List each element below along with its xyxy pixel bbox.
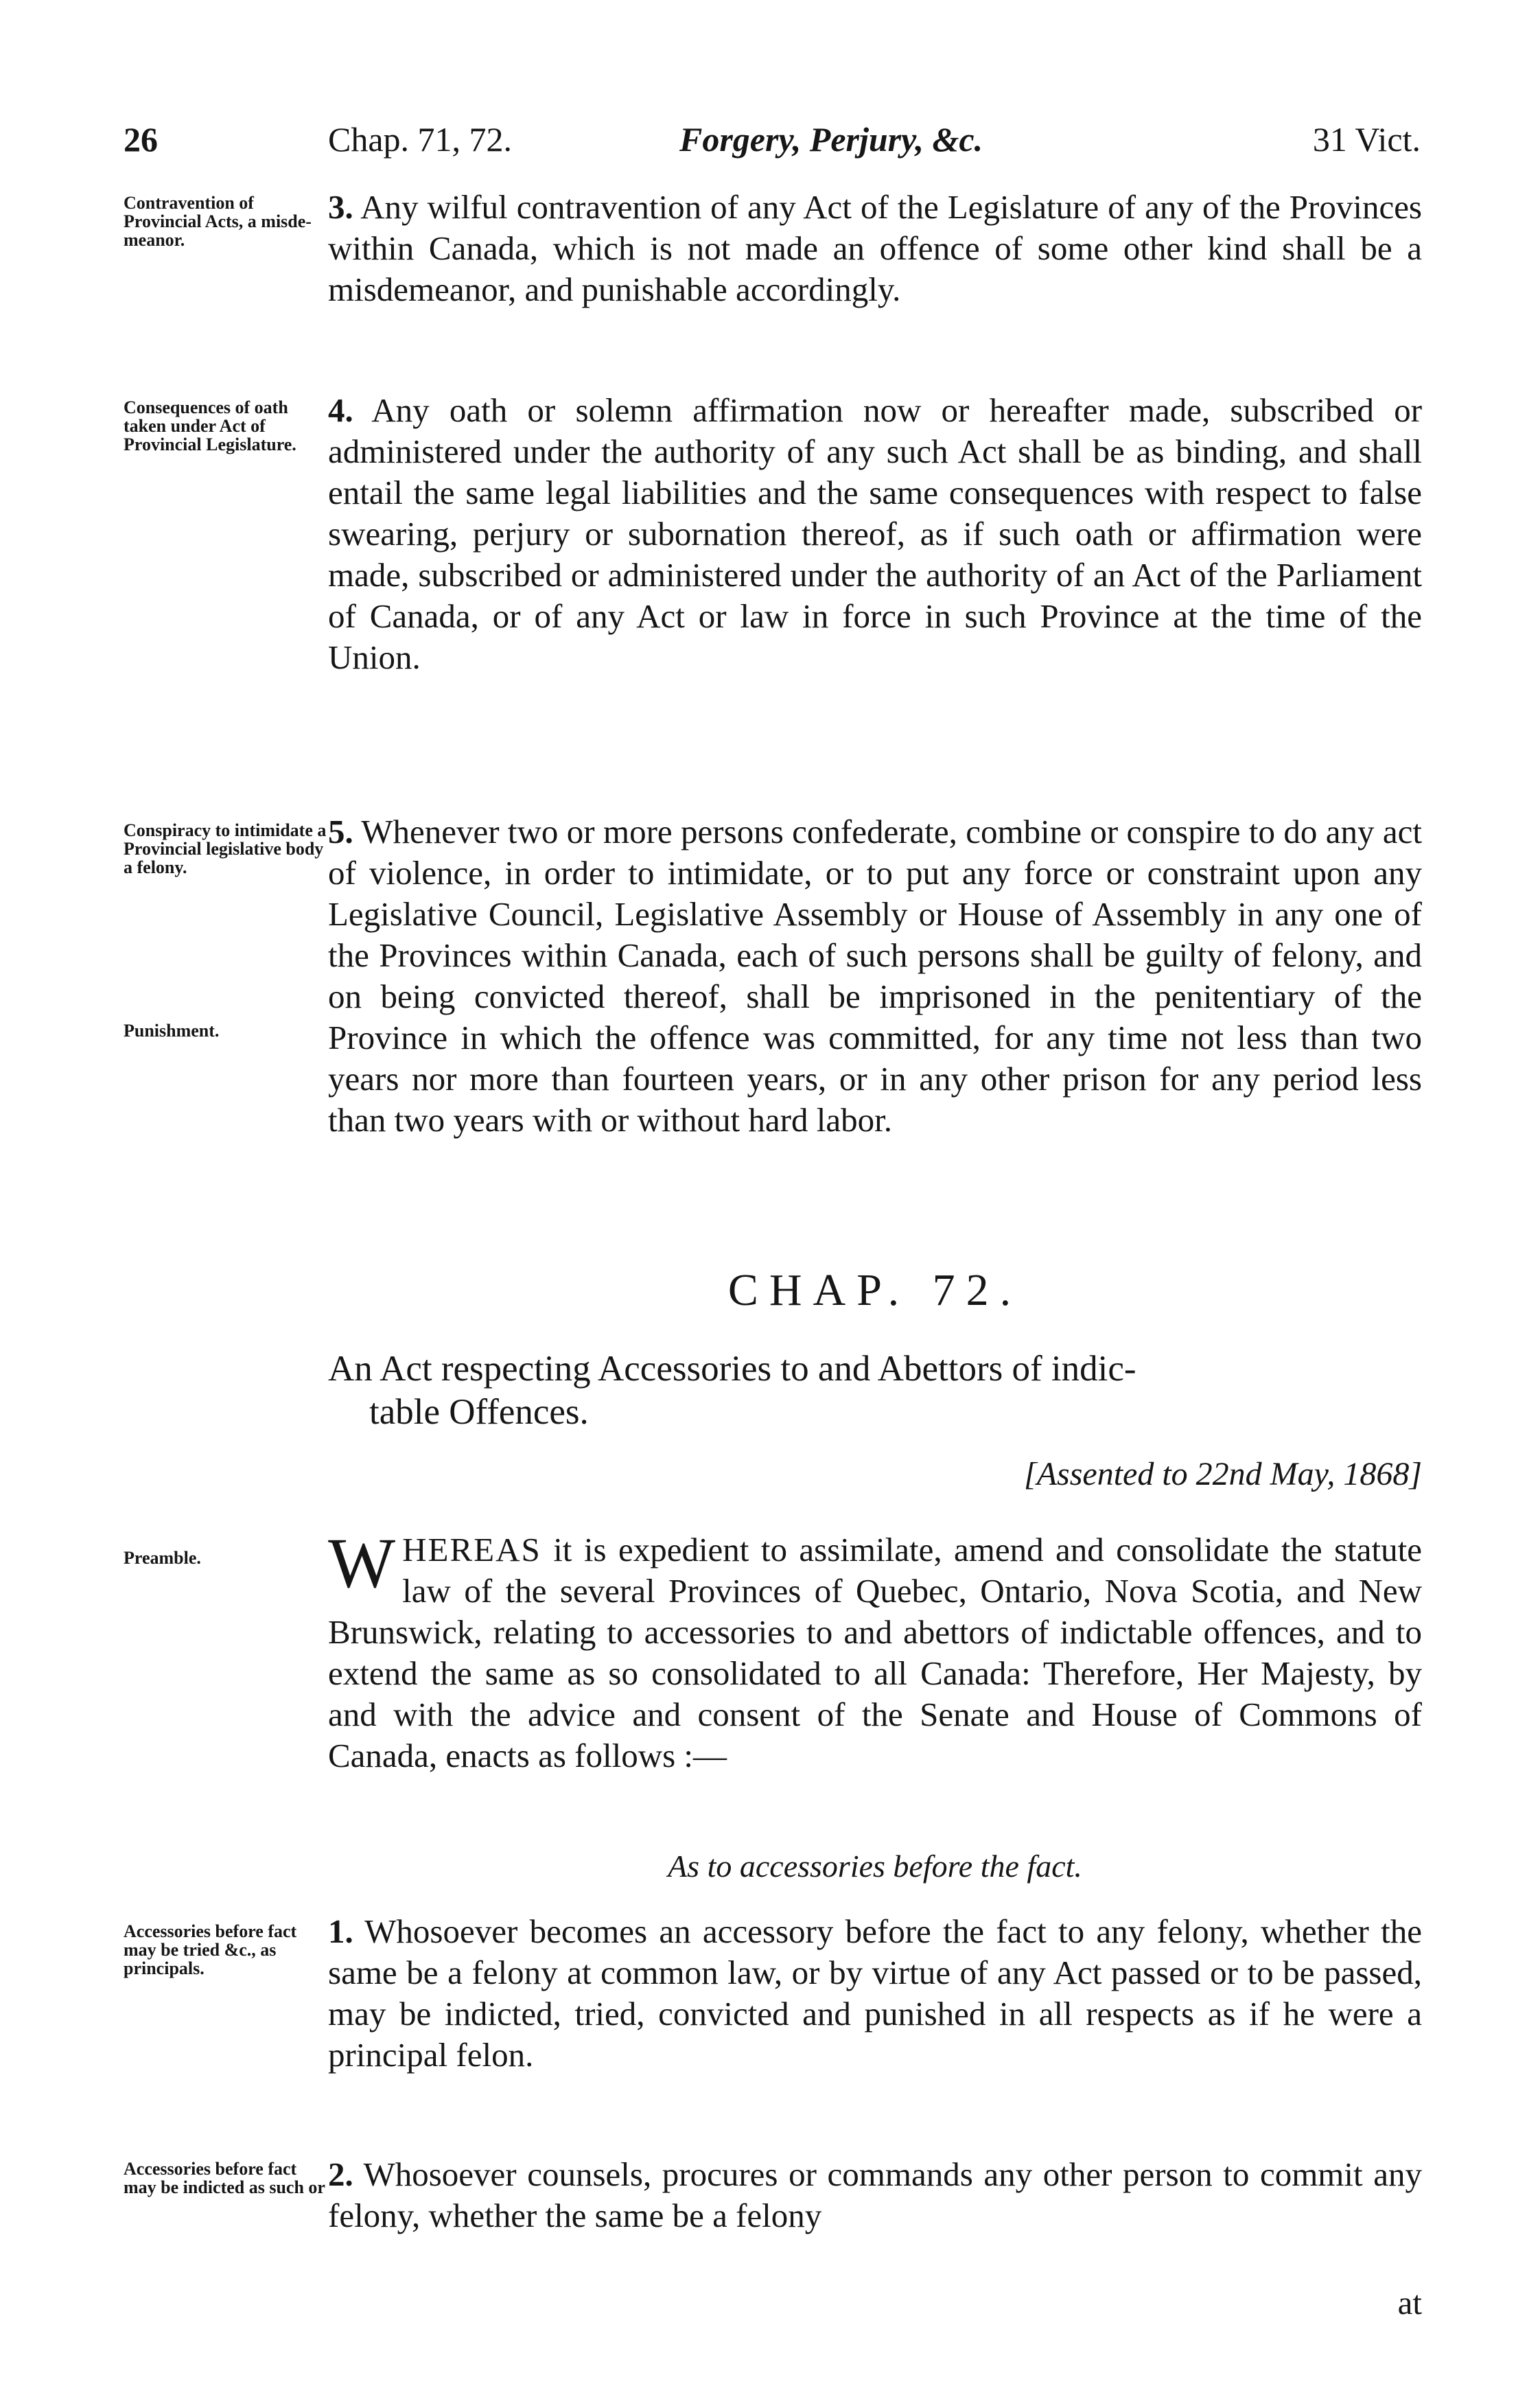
act-title-line-2: table Offences.	[369, 1392, 589, 1432]
preamble-text: it is expedient to assimilate, amend and consolidate the statute law of the several Provinces of Quebec, Ontario, Nova Scotia, and New Brunswick, relating to accessories to and abettors of indictable offences, and to extend the same as so consolidated to all Canada: Therefore, Her Majesty, by and with the advice and consent of the Senate and House of Commons of Canada, enacts as follows :—	[328, 1531, 1423, 1774]
page-number: 26	[124, 120, 158, 159]
act-title-line-1: An Act respecting Accessories to and Abettors of indic-	[328, 1349, 1136, 1389]
regnal-year: 31 Vict.	[1312, 120, 1421, 159]
section-number: 1.	[328, 1912, 353, 1950]
section-3	[328, 187, 1422, 310]
preamble	[328, 1524, 1423, 1776]
section-5	[328, 811, 1422, 1141]
section-text: Whosoever becomes an accessory before the fact to any felony, whether the same be a felony at common law, or by virtue of any Act passed or to be passed, may be indicted, tried, convicted and punished in all respects as if he were a principal felon.	[328, 1912, 1422, 2074]
chapter-reference: Chap. 71, 72.	[328, 120, 513, 159]
section-number: 4.	[328, 391, 353, 429]
catchword: at	[1397, 2284, 1422, 2322]
running-header	[124, 115, 1421, 163]
margin-note-section-4: Consequences of oath taken under Act of Provincial Legislature.	[124, 397, 296, 454]
assent-date: [Assented to 22nd May, 1868]	[1024, 1456, 1422, 1492]
margin-note-section-1: Accessories before fact may be tried &c., as principals.	[124, 1921, 297, 1978]
section-number: 3.	[328, 188, 353, 226]
section-number: 5.	[328, 813, 353, 850]
section-text: Whenever two or more persons confederate, combine or conspire to do any act of violence, in order to intimidate, or to put any force or constraint upon any Legislative Council, Legislative Assembly or House of Assembly in any one of the Provinces within Canada, each of such persons shall be guilty of felony, and on being convicted thereof, shall be imprisoned in the penitentiary of the Province in which the offence was committed, for any time not less than two years nor more than fourteen years, or in any other prison for any period less than two years with or without hard labor.	[328, 813, 1423, 1139]
section-4	[328, 390, 1422, 678]
section-text: Any wilful contravention of any Act of the Legislature of any of the Provinces within Canada, which is not made an offence of some other kind shall be a misdemeanor, and punishable accordingly.	[328, 188, 1423, 308]
preamble-opening-word: HEREAS	[402, 1531, 541, 1568]
running-title: Forgery, Perjury, &c.	[679, 120, 983, 159]
subheading: As to accessories before the fact.	[668, 1849, 1082, 1884]
chapter-heading: CHAP. 72.	[727, 1265, 1023, 1315]
margin-note-punishment: Punishment.	[124, 1021, 220, 1041]
section-number: 2.	[328, 2155, 353, 2193]
chap72-section-1	[328, 1911, 1422, 2076]
chap72-section-2	[328, 2154, 1422, 2236]
margin-note-section-2: Accessories before fact may be indicted as such or	[124, 2159, 325, 2197]
margin-note-section-3: Contravention of Provincial Acts, a misde-meanor.	[124, 193, 312, 250]
section-text: Whosoever counsels, procures or commands any other person to commit any felony, whether the same be a felony	[328, 2155, 1422, 2234]
margin-note-preamble: Preamble.	[124, 1548, 201, 1568]
act-title	[328, 1347, 1422, 1434]
drop-cap: W	[328, 1524, 396, 1603]
margin-note-section-5: Conspiracy to intimidate a Provincial legislative body a felony.	[124, 820, 327, 877]
section-text: Any oath or solemn affirmation now or hereafter made, subscribed or administered under the authority of any such Act shall be as binding, and shall entail the same legal liabilities and the same consequences with respect to false swearing, perjury or subornation thereof, as if such oath or affirmation were made, subscribed or administered under the authority of an Act of the Parliament of Canada, or of any Act or law in force in such Province at the time of the Union.	[328, 391, 1423, 676]
